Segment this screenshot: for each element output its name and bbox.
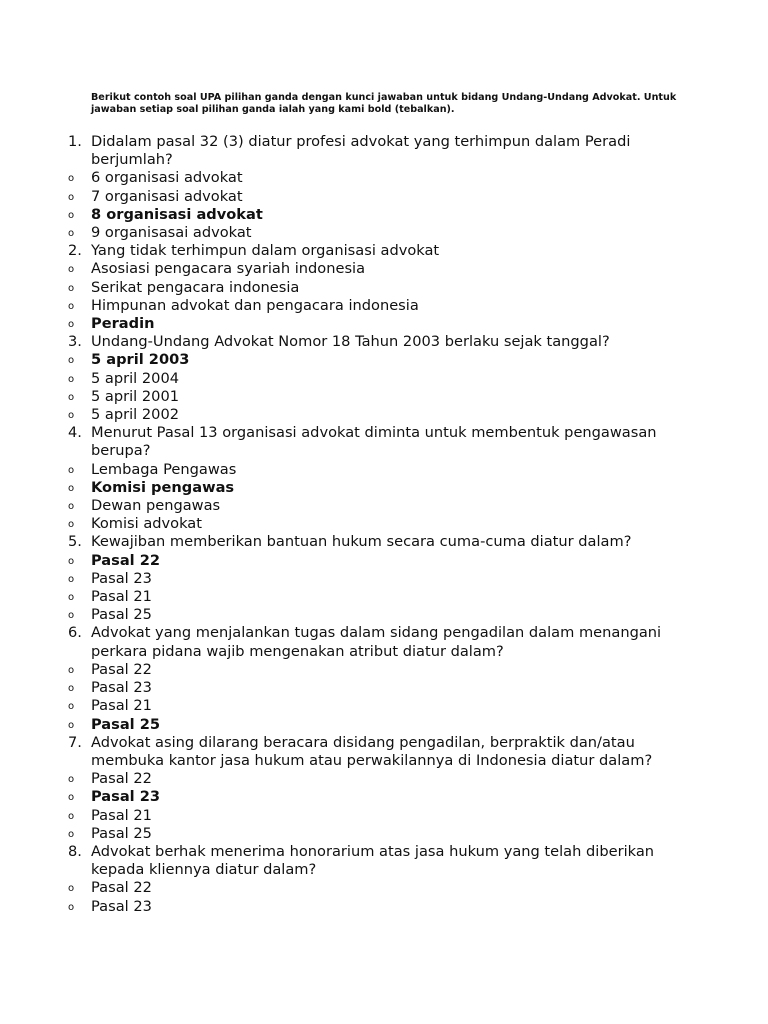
bullet-icon: o bbox=[68, 482, 75, 494]
question-item bbox=[66, 533, 706, 551]
option-text: 6 organisasi advokat bbox=[91, 169, 243, 187]
answer-option-correct bbox=[66, 315, 706, 333]
answer-option bbox=[66, 697, 706, 715]
question-text: Advokat berhak menerima honorarium atas jasa hukum yang telah diberikan kepada kliennya diatur dalam? bbox=[91, 842, 655, 879]
question-text: Kewajiban memberikan bantuan hukum secara cuma-cuma diatur dalam? bbox=[91, 533, 632, 551]
bullet-icon: o bbox=[68, 173, 75, 185]
bullet-icon: o bbox=[68, 228, 75, 240]
bullet-icon: o bbox=[68, 592, 75, 604]
option-text: Pasal 22 bbox=[91, 551, 161, 569]
answer-option-correct bbox=[66, 788, 706, 806]
bullet-icon: o bbox=[68, 355, 75, 367]
bullet-icon: o bbox=[68, 264, 75, 276]
option-text: Komisi pengawas bbox=[91, 478, 235, 496]
answer-option bbox=[66, 606, 706, 624]
bullet-icon: o bbox=[68, 828, 75, 840]
answer-option bbox=[66, 188, 706, 206]
question-item bbox=[66, 843, 706, 879]
bullet-icon: o bbox=[68, 683, 75, 695]
option-text: Pasal 23 bbox=[91, 679, 152, 697]
question-text: Undang-Undang Advokat Nomor 18 Tahun 2003 berlaku sejak tanggal? bbox=[91, 333, 610, 351]
question-text: Advokat yang menjalankan tugas dalam sidang pengadilan dalam menangani perkara pidana wajib mengenakan atribut diatur dalam? bbox=[91, 624, 662, 660]
bullet-icon: o bbox=[68, 610, 75, 622]
answer-option-correct bbox=[66, 351, 706, 369]
answer-option bbox=[66, 588, 706, 606]
question-number: 3. bbox=[68, 333, 82, 351]
question-number: 6. bbox=[68, 624, 82, 642]
bullet-icon: o bbox=[68, 464, 75, 476]
question-number: 5. bbox=[68, 533, 82, 551]
bullet-icon: o bbox=[68, 901, 75, 913]
answer-option bbox=[66, 169, 706, 187]
answer-option bbox=[66, 679, 706, 697]
answer-option bbox=[66, 224, 706, 242]
answer-option bbox=[66, 807, 706, 825]
question-item bbox=[66, 734, 706, 770]
option-text: 7 organisasi advokat bbox=[91, 187, 243, 205]
option-text: 8 organisasi advokat bbox=[91, 205, 263, 223]
question-list bbox=[66, 133, 706, 916]
question-text: Didalam pasal 32 (3) diatur profesi advokat yang terhimpun dalam Peradi berjumlah? bbox=[91, 133, 631, 169]
option-text: Pasal 22 bbox=[91, 770, 152, 788]
bullet-icon: o bbox=[68, 701, 75, 713]
question-text: Yang tidak terhimpun dalam organisasi advokat bbox=[91, 242, 440, 260]
intro-paragraph: Berikut contoh soal UPA pilihan ganda dengan kunci jawaban untuk bidang Undang-Undang Advokat. Untuk jawaban setiap soal pilihan ganda ialah yang kami bold (tebalkan). bbox=[91, 92, 677, 115]
option-text: Pasal 23 bbox=[91, 569, 152, 587]
question-item bbox=[66, 424, 706, 460]
answer-option bbox=[66, 770, 706, 788]
answer-option bbox=[66, 825, 706, 843]
bullet-icon: o bbox=[68, 774, 75, 786]
bullet-icon: o bbox=[68, 719, 75, 731]
option-text: Serikat pengacara indonesia bbox=[91, 278, 300, 296]
bullet-icon: o bbox=[68, 792, 75, 804]
bullet-icon: o bbox=[68, 282, 75, 294]
answer-option bbox=[66, 515, 706, 533]
answer-option-correct bbox=[66, 206, 706, 224]
option-text: 5 april 2003 bbox=[91, 351, 190, 369]
bullet-icon: o bbox=[68, 810, 75, 822]
answer-option-correct bbox=[66, 552, 706, 570]
option-text: Peradin bbox=[91, 315, 155, 333]
bullet-icon: o bbox=[68, 501, 75, 513]
bullet-icon: o bbox=[68, 555, 75, 567]
bullet-icon: o bbox=[68, 300, 75, 312]
answer-option bbox=[66, 370, 706, 388]
question-text: Advokat asing dilarang beracara disidang pengadilan, berpraktik dan/atau membuka kantor jasa hukum atau perwakilannya di Indonesia diatur dalam? bbox=[91, 733, 653, 769]
bullet-icon: o bbox=[68, 519, 75, 531]
question-number: 2. bbox=[68, 242, 82, 260]
bullet-icon: o bbox=[68, 319, 75, 331]
bullet-icon: o bbox=[68, 664, 75, 676]
bullet-icon: o bbox=[68, 191, 75, 203]
answer-option bbox=[66, 297, 706, 315]
question-text: Menurut Pasal 13 organisasi advokat diminta untuk membentuk pengawasan berupa? bbox=[91, 424, 657, 460]
option-text: Pasal 25 bbox=[91, 715, 161, 733]
bullet-icon: o bbox=[68, 209, 75, 221]
option-text: Pasal 23 bbox=[91, 788, 161, 806]
answer-option-correct bbox=[66, 479, 706, 497]
option-text: Pasal 22 bbox=[91, 660, 152, 678]
answer-option bbox=[66, 260, 706, 278]
option-text: Pasal 25 bbox=[91, 824, 152, 842]
answer-option bbox=[66, 898, 706, 916]
question-number: 8. bbox=[68, 842, 82, 860]
answer-option bbox=[66, 570, 706, 588]
option-text: Asosiasi pengacara syariah indonesia bbox=[91, 260, 366, 278]
answer-option bbox=[66, 388, 706, 406]
answer-option bbox=[66, 279, 706, 297]
option-text: Himpunan advokat dan pengacara indonesia bbox=[91, 296, 419, 314]
answer-option bbox=[66, 406, 706, 424]
bullet-icon: o bbox=[68, 391, 75, 403]
option-text: Pasal 21 bbox=[91, 806, 152, 824]
question-number: 1. bbox=[68, 133, 82, 150]
question-number: 4. bbox=[68, 424, 82, 442]
option-text: 5 april 2002 bbox=[91, 406, 180, 424]
option-text: Komisi advokat bbox=[91, 515, 202, 533]
answer-option bbox=[66, 661, 706, 679]
option-text: Pasal 21 bbox=[91, 588, 152, 606]
option-text: Pasal 21 bbox=[91, 697, 152, 715]
option-text: 5 april 2001 bbox=[91, 387, 180, 405]
bullet-icon: o bbox=[68, 373, 75, 385]
option-text: Pasal 22 bbox=[91, 879, 152, 897]
question-number: 7. bbox=[68, 733, 82, 751]
option-text: Pasal 23 bbox=[91, 897, 152, 915]
option-text: Lembaga Pengawas bbox=[91, 460, 237, 478]
question-item bbox=[66, 333, 706, 351]
option-text: Pasal 25 bbox=[91, 606, 152, 624]
question-item bbox=[66, 242, 706, 260]
bullet-icon: o bbox=[68, 883, 75, 895]
option-text: 5 april 2004 bbox=[91, 369, 180, 387]
question-item bbox=[66, 624, 706, 660]
bullet-icon: o bbox=[68, 410, 75, 422]
answer-option bbox=[66, 497, 706, 515]
option-text: 9 organisasai advokat bbox=[91, 224, 252, 242]
answer-option bbox=[66, 879, 706, 897]
question-item bbox=[66, 133, 706, 169]
option-text: Dewan pengawas bbox=[91, 497, 221, 515]
answer-option-correct bbox=[66, 716, 706, 734]
bullet-icon: o bbox=[68, 573, 75, 585]
answer-option bbox=[66, 461, 706, 479]
